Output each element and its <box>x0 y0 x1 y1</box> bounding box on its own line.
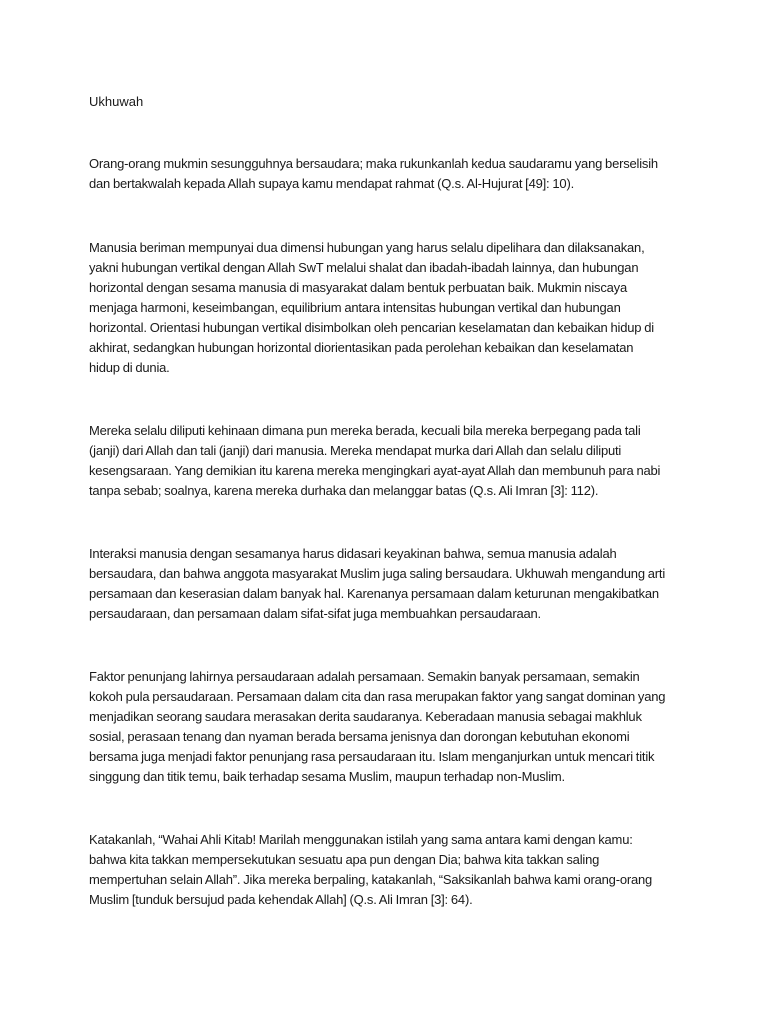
paragraph-line: yakni hubungan vertikal dengan Allah SwT melalui shalat dan ibadah-ibadah lainnya, dan hubungan <box>89 260 639 275</box>
paragraph-line: bersaudara, dan bahwa anggota masyarakat Muslim juga saling bersaudara. Ukhuwah mengandung arti <box>89 566 666 581</box>
paragraph-line: Mereka selalu diliputi kehinaan dimana pun mereka berada, kecuali bila mereka berpegang pada tali <box>89 423 641 438</box>
document-title: Ukhuwah <box>89 94 144 109</box>
paragraph-line: kokoh pula persaudaraan. Persamaan dalam cita dan rasa merupakan faktor yang sangat dominan yang <box>89 689 666 704</box>
paragraph-3 <box>89 421 687 501</box>
paragraph-line: (janji) dari Allah dan tali (janji) dari manusia. Mereka mendapat murka dari Allah dan selalu diliputi <box>89 443 622 458</box>
paragraph-line: sosial, perasaan tenang dan nyaman berada bersama jenisnya dan dorongan kebutuhan ekonomi <box>89 729 630 744</box>
paragraph-line: mempertuhan selain Allah”. Jika mereka berpaling, katakanlah, “Saksikanlah bahwa kami orang-orang <box>89 872 653 887</box>
paragraph-line: Manusia beriman mempunyai dua dimensi hubungan yang harus selalu dipelihara dan dilaksanakan, <box>89 240 645 255</box>
paragraph-line: Faktor penunjang lahirnya persaudaraan adalah persamaan. Semakin banyak persamaan, semakin <box>89 669 640 684</box>
paragraph-line: horizontal. Orientasi hubungan vertikal disimbolkan oleh pencarian keselamatan dan kebaikan hidup di <box>89 320 654 335</box>
paragraph-line: kesengsaraan. Yang demikian itu karena mereka mengingkari ayat-ayat Allah dan membunuh para nabi <box>89 463 661 478</box>
paragraph-5 <box>89 667 687 787</box>
paragraph-line: akhirat, sedangkan hubungan horizontal diorientasikan pada perolehan kebaikan dan keselamatan <box>89 340 634 355</box>
paragraph-line: bahwa kita takkan mempersekutukan sesuatu apa pun dengan Dia; bahwa kita takkan saling <box>89 852 600 867</box>
paragraph-2 <box>89 238 687 378</box>
paragraph-line: singgung dan titik temu, baik terhadap sesama Muslim, maupun terhadap non-Muslim. <box>89 769 565 784</box>
paragraph-line: persamaan dan keserasian dalam banyak hal. Karenanya persamaan dalam keturunan mengakibatkan <box>89 586 659 601</box>
paragraph-line: Interaksi manusia dengan sesamanya harus didasari keyakinan bahwa, semua manusia adalah <box>89 546 617 561</box>
paragraph-6 <box>89 830 687 910</box>
paragraph-line: persaudaraan, dan persamaan dalam sifat-sifat juga membuahkan persaudaraan. <box>89 606 541 621</box>
paragraph-4 <box>89 544 687 624</box>
paragraph-line: menjaga harmoni, keseimbangan, equilibrium antara intensitas hubungan vertikal dan hubungan <box>89 300 621 315</box>
paragraph-line: Orang-orang mukmin sesungguhnya bersaudara; maka rukunkanlah kedua saudaramu yang berselisih <box>89 156 658 171</box>
paragraph-1 <box>89 154 687 194</box>
paragraph-line: hidup di dunia. <box>89 360 170 375</box>
paragraph-line: menjadikan seorang saudara merasakan derita saudaranya. Keberadaan manusia sebagai makhluk <box>89 709 642 724</box>
document-body <box>89 92 687 910</box>
paragraph-line: horizontal dengan sesama manusia di masyarakat dalam bentuk perbuatan baik. Mukmin niscaya <box>89 280 627 295</box>
paragraph-line: Katakanlah, “Wahai Ahli Kitab! Marilah menggunakan istilah yang sama antara kami dengan kamu: <box>89 832 633 847</box>
paragraph-line: dan bertakwalah kepada Allah supaya kamu mendapat rahmat (Q.s. Al-Hujurat [49]: 10). <box>89 176 574 191</box>
paragraph-line: bersama juga menjadi faktor penunjang rasa persaudaraan itu. Islam menganjurkan untuk mencari titik <box>89 749 655 764</box>
paragraph-line: Muslim [tunduk bersujud pada kehendak Allah] (Q.s. Ali Imran [3]: 64). <box>89 892 473 907</box>
paragraph-line: tanpa sebab; soalnya, karena mereka durhaka dan melanggar batas (Q.s. Ali Imran [3]: 112). <box>89 483 599 498</box>
